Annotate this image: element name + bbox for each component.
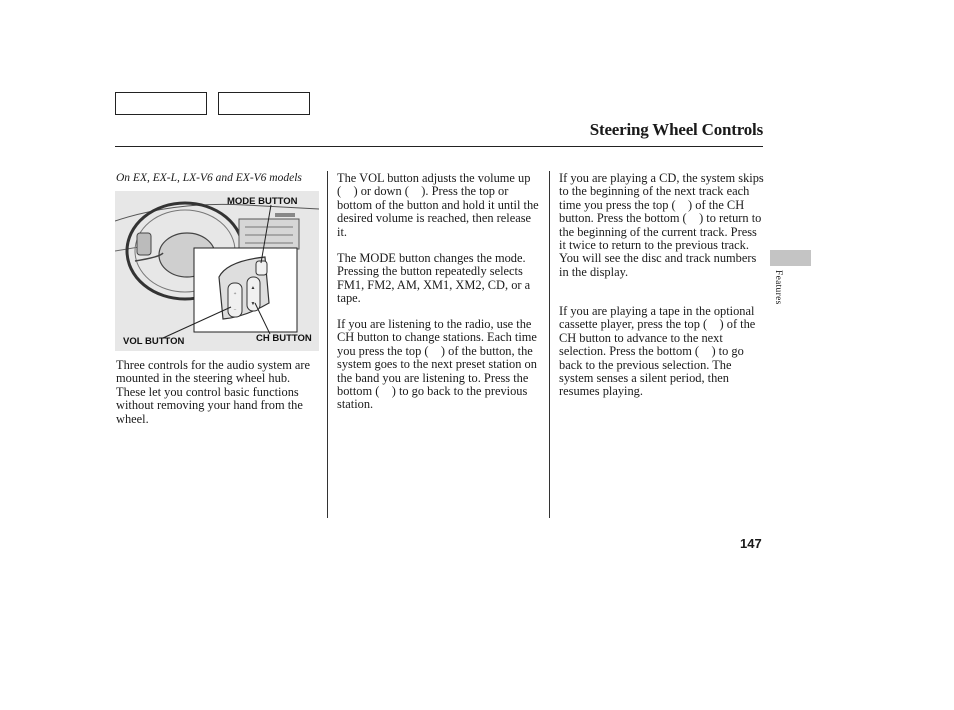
cd-paragraph: If you are playing a CD, the system skips to the beginning of the next track each time you press the top ( ) of the CH button. Press the bottom ( ) to return to the beginning of the current track. Press it twice to return to the previous track. You will see the disc and track numbers in the display.: [559, 171, 764, 279]
vol-button-label: VOL BUTTON: [123, 336, 185, 347]
steering-wheel-figure: [115, 191, 319, 351]
ch-button-label: CH BUTTON: [256, 333, 312, 344]
steering-wheel-illustration: [115, 191, 319, 351]
section-tab: [770, 250, 811, 266]
svg-text:▼: ▼: [250, 302, 256, 307]
mode-paragraph: The MODE button changes the mode. Pressing the button repeatedly selects FM1, FM2, AM, XM1, XM2, CD, or a tape.: [337, 251, 531, 306]
tape-paragraph: If you are playing a tape in the optional cassette player, press the top ( ) of the CH button to advance to the next selection. Press the bottom ( ) to go back to the previous selection. The system senses a silent period, then resumes playing.: [559, 304, 756, 399]
nav-box-1[interactable]: [115, 92, 207, 115]
figure-caption: On EX, EX-L, LX-V6 and EX-V6 models: [116, 172, 302, 184]
mode-button-label: MODE BUTTON: [227, 196, 298, 207]
page-title: Steering Wheel Controls: [589, 120, 763, 139]
title-rule: [115, 146, 763, 147]
column-divider-1: [327, 171, 328, 518]
vol-paragraph: The VOL button adjusts the volume up ( ) or down ( ). Press the top or bottom of the button and hold it until the desired volume is reached, then release it.: [337, 171, 539, 239]
radio-paragraph: If you are listening to the radio, use the CH button to change stations. Each time you press the top ( ) of the button, the system goes to the next preset station on the band you are listening to. Press the bottom ( ) to go back to the previous station.: [337, 317, 537, 412]
column-divider-2: [549, 171, 550, 518]
section-tab-label: Features: [773, 270, 783, 305]
nav-box-2[interactable]: [218, 92, 310, 115]
svg-text:+: +: [233, 292, 237, 297]
intro-paragraph: Three controls for the audio system are mounted in the steering wheel hub. These let you control basic functions without removing your hand from the wheel.: [116, 358, 311, 426]
svg-text:−: −: [233, 308, 237, 313]
page-number: 147: [740, 536, 762, 551]
svg-text:▲: ▲: [250, 286, 256, 291]
